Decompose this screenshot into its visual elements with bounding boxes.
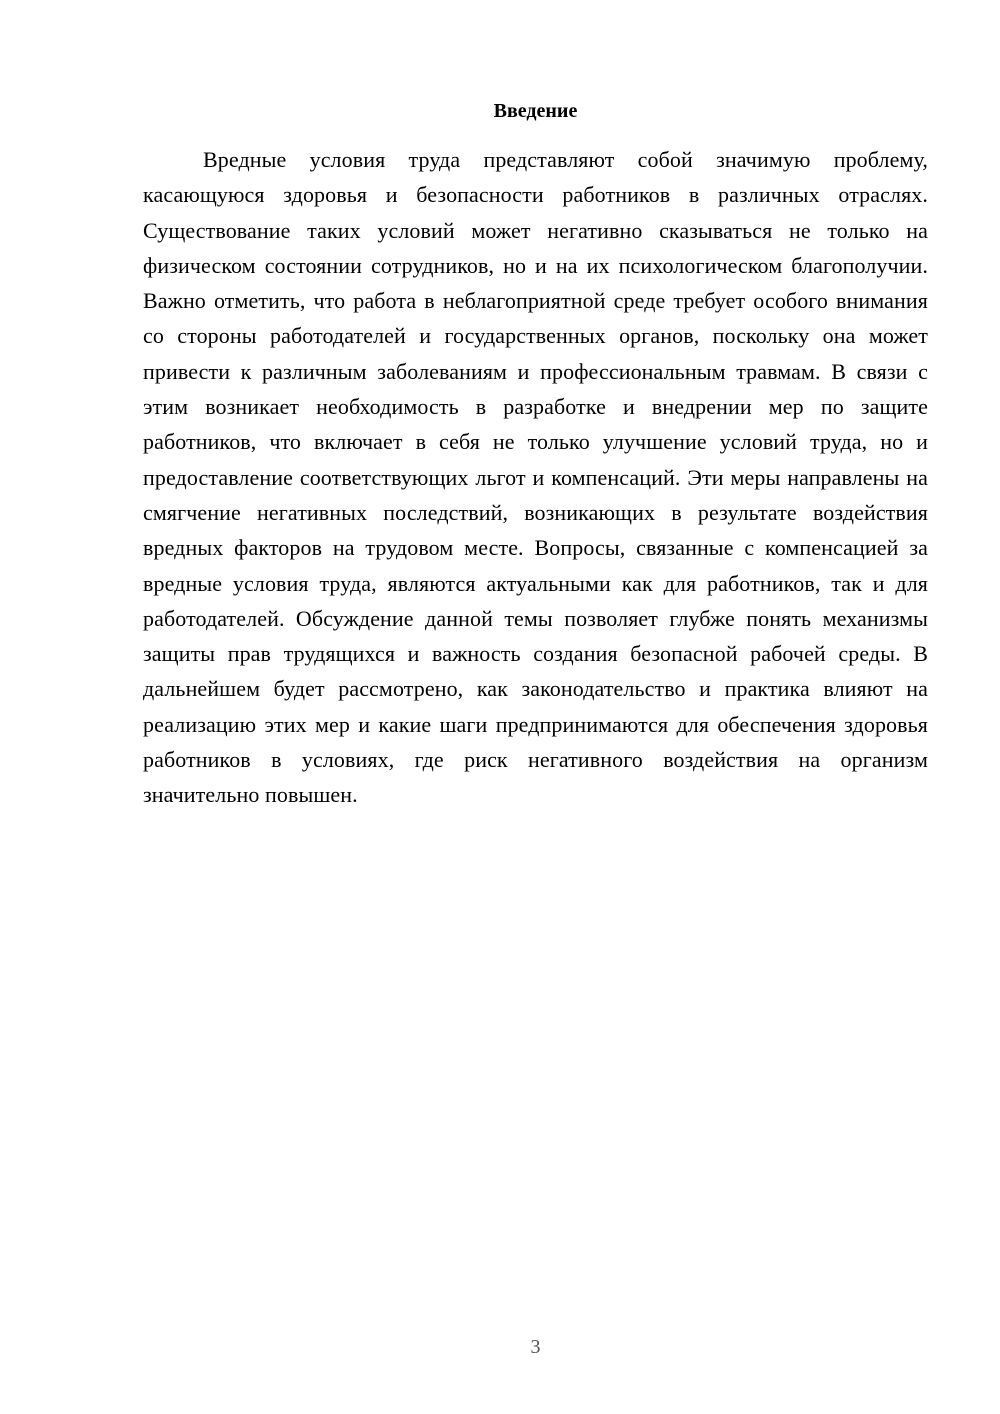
section-heading: Введение (493, 100, 578, 122)
page-number: 3 (530, 1336, 541, 1358)
body-paragraph: Вредные условия труда представляют собой значимую проблему, касающуюся здоровья и безопасности работников в различных отраслях. Существование таких условий может негативно сказываться не только на физическом состоянии сотрудников, но и на их психологическом благополучии. Важно отметить, что работа в неблагоприятной среде требует особого внимания со стороны работодателей и государственных органов, поскольку она может привести к различным заболеваниям и профессиональным травмам. В связи с этим возникает необходимость в разработке и внедрении мер по защите работников, что включает в себя не только улучшение условий труда, но и предоставление соответствующих льгот и компенсаций. Эти меры направлены на смягчение негативных последствий, возникающих в результате воздействия вредных факторов на трудовом месте. Вопросы, связанные с компенсацией за вредные условия труда, являются актуальными как для работников, так и для работодателей. Обсуждение данной темы позволяет глубже понять механизмы защиты прав трудящихся и важность создания безопасной рабочей среды. В дальнейшем будет рассмотрено, как законодательство и практика влияют на реализацию этих мер и какие шаги предпринимаются для обеспечения здоровья работников в условиях, где риск негативного воздействия на организм значительно повышен. (143, 147, 928, 808)
